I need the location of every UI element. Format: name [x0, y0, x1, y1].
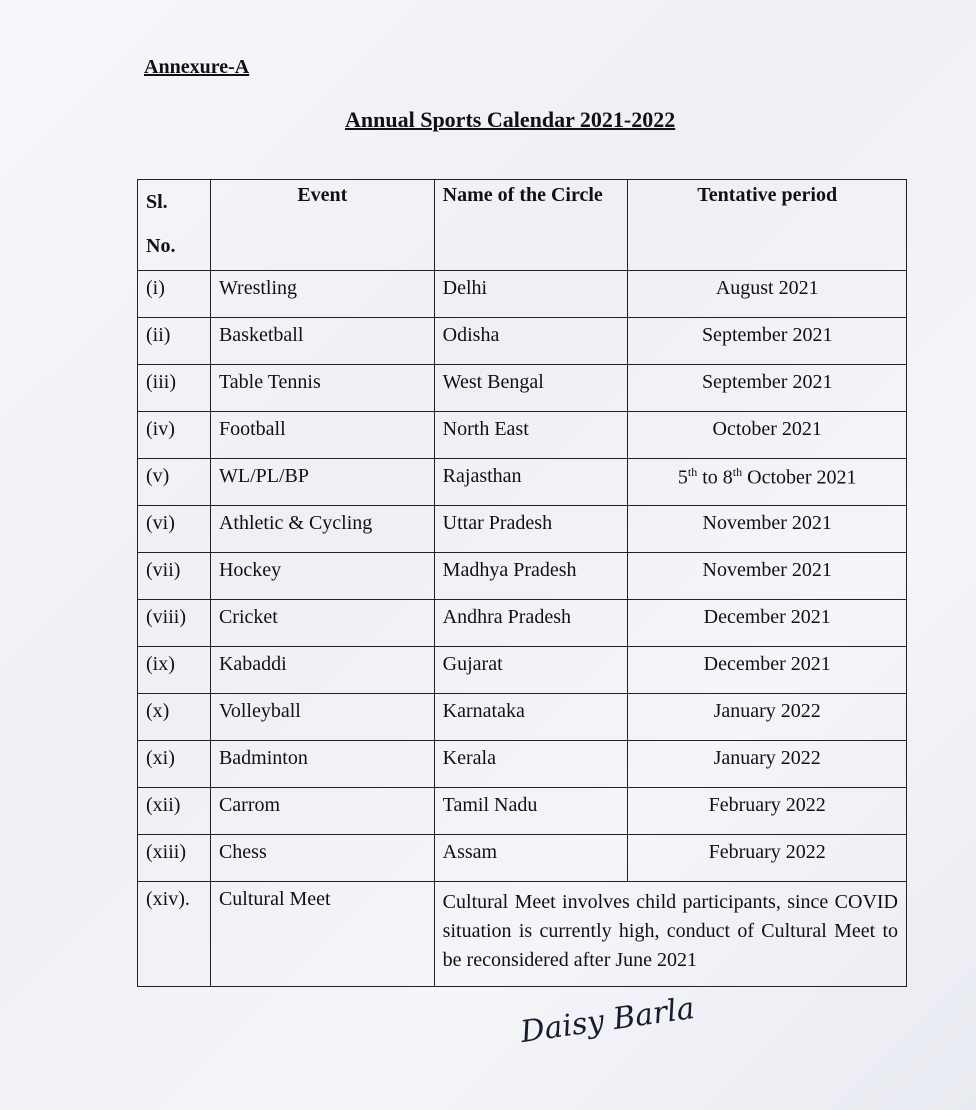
- period-cell: December 2021: [628, 600, 907, 647]
- page-title: Annual Sports Calendar 2021-2022: [345, 107, 676, 132]
- table-row: [138, 412, 907, 459]
- table-row: [138, 694, 907, 741]
- circle-cell: Assam: [434, 835, 628, 882]
- sl-cell: (vi): [138, 506, 211, 553]
- circle-cell: Tamil Nadu: [434, 788, 628, 835]
- table-header-row: [138, 180, 907, 271]
- table-row: [138, 553, 907, 600]
- period-cell: February 2022: [628, 788, 907, 835]
- event-cell: Hockey: [210, 553, 434, 600]
- sl-cell: (xiii): [138, 835, 211, 882]
- circle-cell: Kerala: [434, 741, 628, 788]
- header-circle: Name of the Circle: [434, 180, 628, 271]
- circle-cell: Rajasthan: [434, 459, 628, 506]
- sl-cell: (ix): [138, 647, 211, 694]
- event-cell: Cultural Meet: [210, 882, 434, 987]
- circle-cell: Madhya Pradesh: [434, 553, 628, 600]
- signature: Daisy Barla: [518, 990, 697, 1051]
- event-cell: Athletic & Cycling: [210, 506, 434, 553]
- circle-cell: Uttar Pradesh: [434, 506, 628, 553]
- sl-cell: (viii): [138, 600, 211, 647]
- period-cell: September 2021: [628, 365, 907, 412]
- sl-cell: (i): [138, 271, 211, 318]
- sl-cell: (xiv).: [138, 882, 211, 987]
- header-sl-no: Sl. No.: [138, 180, 211, 271]
- event-cell: Cricket: [210, 600, 434, 647]
- event-cell: WL/PL/BP: [210, 459, 434, 506]
- circle-cell: North East: [434, 412, 628, 459]
- circle-cell: West Bengal: [434, 365, 628, 412]
- period-cell: November 2021: [628, 553, 907, 600]
- event-cell: Wrestling: [210, 271, 434, 318]
- circle-cell: Odisha: [434, 318, 628, 365]
- event-cell: Basketball: [210, 318, 434, 365]
- period-cell: January 2022: [628, 694, 907, 741]
- event-cell: Chess: [210, 835, 434, 882]
- table-row: [138, 365, 907, 412]
- period-cell: February 2022: [628, 835, 907, 882]
- table-row: [138, 600, 907, 647]
- table-row: [138, 506, 907, 553]
- table-row: [138, 459, 907, 506]
- table-row: [138, 318, 907, 365]
- sl-cell: (iv): [138, 412, 211, 459]
- event-cell: Badminton: [210, 741, 434, 788]
- event-cell: Volleyball: [210, 694, 434, 741]
- period-cell: October 2021: [628, 412, 907, 459]
- sl-cell: (v): [138, 459, 211, 506]
- period-cell: September 2021: [628, 318, 907, 365]
- sl-cell: (vii): [138, 553, 211, 600]
- period-cell: 5th to 8th October 2021: [628, 459, 907, 506]
- period-cell: December 2021: [628, 647, 907, 694]
- circle-cell: Gujarat: [434, 647, 628, 694]
- sl-cell: (xi): [138, 741, 211, 788]
- period-cell: January 2022: [628, 741, 907, 788]
- period-cell: November 2021: [628, 506, 907, 553]
- header-event: Event: [210, 180, 434, 271]
- sl-cell: (ii): [138, 318, 211, 365]
- circle-cell: Andhra Pradesh: [434, 600, 628, 647]
- table-row: [138, 835, 907, 882]
- event-cell: Table Tennis: [210, 365, 434, 412]
- sl-cell: (xii): [138, 788, 211, 835]
- sl-cell: (iii): [138, 365, 211, 412]
- header-period: Tentative period: [628, 180, 907, 271]
- event-cell: Kabaddi: [210, 647, 434, 694]
- sports-calendar-table: [137, 179, 907, 987]
- table-row: [138, 882, 907, 987]
- table-row: [138, 741, 907, 788]
- annexure-label: Annexure-A: [144, 56, 250, 78]
- event-cell: Football: [210, 412, 434, 459]
- table-row: [138, 788, 907, 835]
- table-row: [138, 647, 907, 694]
- period-cell: August 2021: [628, 271, 907, 318]
- table-row: [138, 271, 907, 318]
- note-cell: Cultural Meet involves child participants, since COVID situation is currently high, conduct of Cultural Meet to be reconsidered after June 2021: [434, 882, 906, 987]
- sl-cell: (x): [138, 694, 211, 741]
- circle-cell: Delhi: [434, 271, 628, 318]
- event-cell: Carrom: [210, 788, 434, 835]
- circle-cell: Karnataka: [434, 694, 628, 741]
